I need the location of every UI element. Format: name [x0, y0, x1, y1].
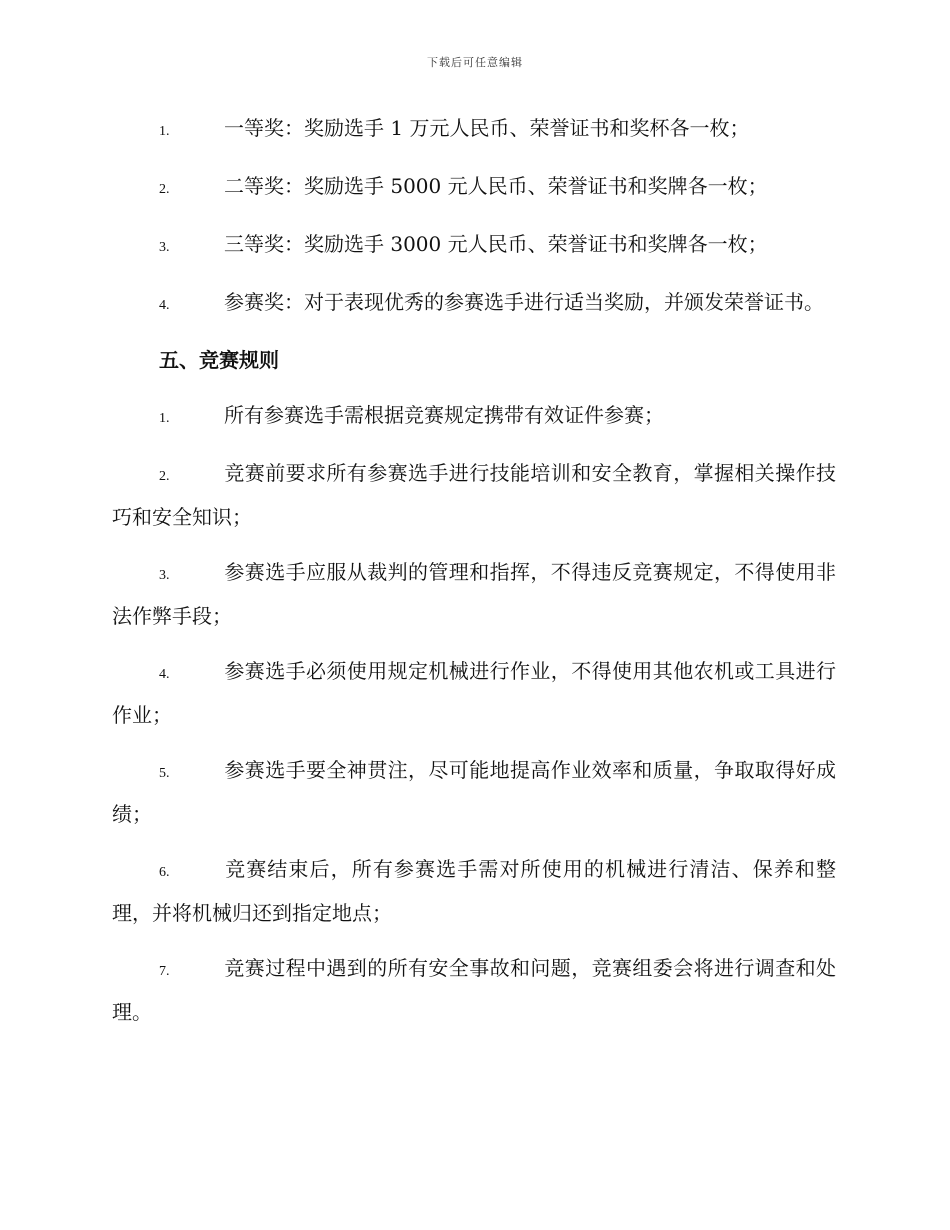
list-text: 竞赛结束后，所有参赛选手需对所使用的机械进行清洁、保养和整理，并将机械归还到指定地点；: [112, 857, 836, 925]
document-body: [112, 108, 836, 1047]
rule-item: [112, 750, 836, 835]
list-number: 3.: [159, 568, 170, 583]
list-text: 参赛奖：对于表现优秀的参赛选手进行适当奖励，并颁发荣誉证书。: [224, 290, 824, 314]
rule-item: [112, 453, 836, 538]
list-text: 竞赛过程中遇到的所有安全事故和问题，竞赛组委会将进行调查和处理。: [112, 956, 836, 1024]
list-number: 2.: [159, 182, 170, 197]
list-number: 5.: [159, 766, 170, 781]
page-header: 下载后可任意编辑: [427, 56, 523, 69]
list-text: 二等奖：奖励选手 5000 元人民币、荣誉证书和奖牌各一枚；: [224, 174, 768, 198]
award-item: [112, 108, 836, 152]
list-number: 1.: [159, 411, 170, 426]
list-number: 7.: [159, 964, 170, 979]
list-number: 3.: [159, 240, 170, 255]
list-text: 三等奖：奖励选手 3000 元人民币、荣誉证书和奖牌各一枚；: [224, 232, 768, 256]
rule-item: [112, 395, 836, 439]
list-number: 2.: [159, 469, 170, 484]
award-item: [112, 224, 836, 268]
award-item: [112, 282, 836, 326]
award-item: [112, 166, 836, 210]
list-number: 4.: [159, 667, 170, 682]
list-text: 竞赛前要求所有参赛选手进行技能培训和安全教育，掌握相关操作技巧和安全知识；: [112, 461, 836, 529]
list-text: 参赛选手应服从裁判的管理和指挥，不得违反竞赛规定，不得使用非法作弊手段；: [112, 560, 836, 628]
list-number: 4.: [159, 298, 170, 313]
list-text: 参赛选手必须使用规定机械进行作业，不得使用其他农机或工具进行作业；: [112, 659, 836, 727]
list-text: 一等奖：奖励选手 1 万元人民币、荣誉证书和奖杯各一枚；: [224, 116, 750, 140]
rule-item: [112, 651, 836, 736]
list-text: 所有参赛选手需根据竞赛规定携带有效证件参赛；: [224, 403, 664, 427]
list-number: 6.: [159, 865, 170, 880]
list-number: 1.: [159, 124, 170, 139]
rule-item: [112, 552, 836, 637]
section-heading: 五、竞赛规则: [159, 348, 279, 372]
list-text: 参赛选手要全神贯注，尽可能地提高作业效率和质量，争取取得好成绩；: [112, 758, 836, 826]
rule-item: [112, 948, 836, 1033]
rule-item: [112, 849, 836, 934]
